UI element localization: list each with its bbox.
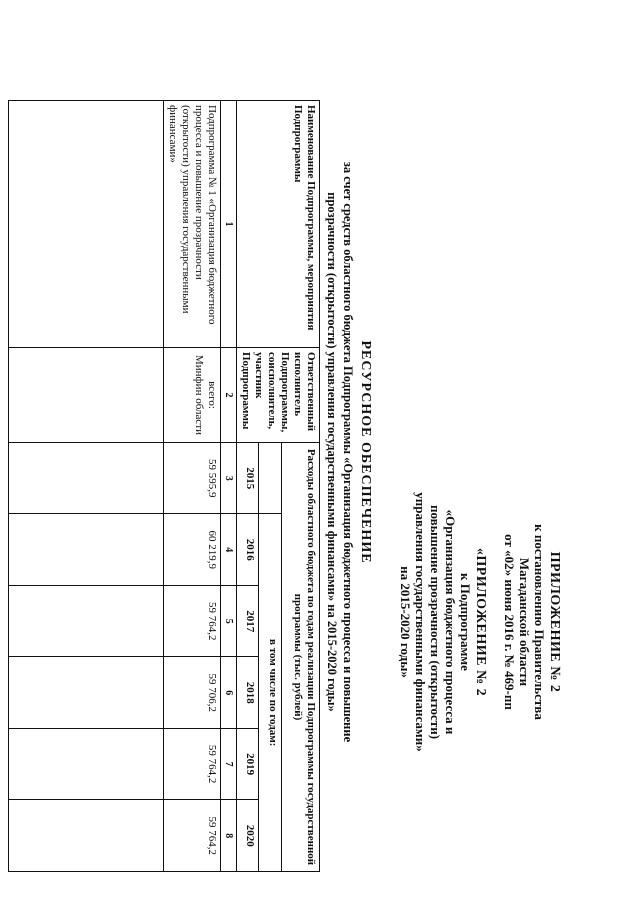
column-number: 1 bbox=[221, 101, 237, 348]
value-cell: 59 764,2 bbox=[164, 585, 221, 656]
value-cell: 59 764,2 bbox=[164, 800, 221, 872]
column-number: 2 bbox=[221, 348, 237, 443]
appendix-line: управления государственными финансами» bbox=[413, 492, 428, 752]
column-number: 6 bbox=[221, 657, 237, 728]
executor-total-label: всего: bbox=[206, 381, 218, 409]
document-title-block bbox=[324, 72, 374, 832]
column-number: 8 bbox=[221, 800, 237, 872]
appendix-line: к Подпрограмме bbox=[458, 573, 473, 671]
appendix-line: на 2015-2020 годы» bbox=[398, 566, 413, 678]
value-cell: 59 706,2 bbox=[164, 657, 221, 728]
resource-table bbox=[8, 100, 320, 872]
header-incl-years: в том числе по годам: bbox=[259, 514, 281, 872]
document-subtitle: за счет средств областного бюджета Подпрограммы «Организация бюджетного процесса и повышение bbox=[341, 161, 355, 743]
subprogram-name: Подпрограмма № 1 «Организация бюджетного процесса и повышение прозрачности (открытости) управления государственными финансами» bbox=[164, 101, 221, 348]
executor-name: Минфин области bbox=[193, 355, 205, 435]
appendix-line: повышение прозрачности (открытости) bbox=[428, 504, 443, 740]
header-year: 2018 bbox=[237, 657, 259, 728]
table-row bbox=[164, 101, 221, 872]
header-year: 2020 bbox=[237, 800, 259, 872]
header-spending: Расходы областного бюджета по годам реализации Подпрограммы государственной программы (тыс. рублей) bbox=[281, 443, 319, 872]
column-number-row bbox=[221, 101, 237, 872]
column-number: 5 bbox=[221, 585, 237, 656]
header-year: 2015 bbox=[237, 443, 259, 514]
executor-cell bbox=[164, 348, 221, 443]
document-page bbox=[20, 32, 620, 872]
value-cell: 59 764,2 bbox=[164, 728, 221, 799]
header-name: Наименование Подпрограммы, мероприятия Подпрограммы bbox=[237, 101, 320, 348]
value-cell: 59 595,9 bbox=[164, 443, 221, 514]
appendix-line: к постановлению Правительства bbox=[532, 524, 547, 720]
appendix-line: Магаданской области bbox=[517, 557, 532, 687]
document-title: РЕСУРСНОЕ ОБЕСПЕЧЕНИЕ bbox=[358, 340, 373, 564]
appendix-header bbox=[398, 432, 562, 812]
header-year: 2019 bbox=[237, 728, 259, 799]
value-cell: 60 219,9 bbox=[164, 514, 221, 585]
document-subtitle: прозрачности (открытости) управления государственными финансами» на 2015-2020 годы» bbox=[325, 192, 339, 712]
appendix-line: «Организация бюджетного процесса и bbox=[443, 509, 458, 735]
appendix-line: от «02» июня 2016 г. № 469-пп bbox=[502, 534, 517, 710]
header-year: 2016 bbox=[237, 514, 259, 585]
appendix-title-2: «ПРИЛОЖЕНИЕ № 2 bbox=[473, 547, 488, 697]
column-number: 4 bbox=[221, 514, 237, 585]
header-year: 2017 bbox=[237, 585, 259, 656]
column-number: 3 bbox=[221, 443, 237, 514]
column-number: 7 bbox=[221, 728, 237, 799]
header-executor: Ответственный исполнитель Подпрограммы, соисполнитель, участник Подпрограммы bbox=[237, 348, 320, 443]
appendix-title: ПРИЛОЖЕНИЕ № 2 bbox=[547, 551, 562, 693]
